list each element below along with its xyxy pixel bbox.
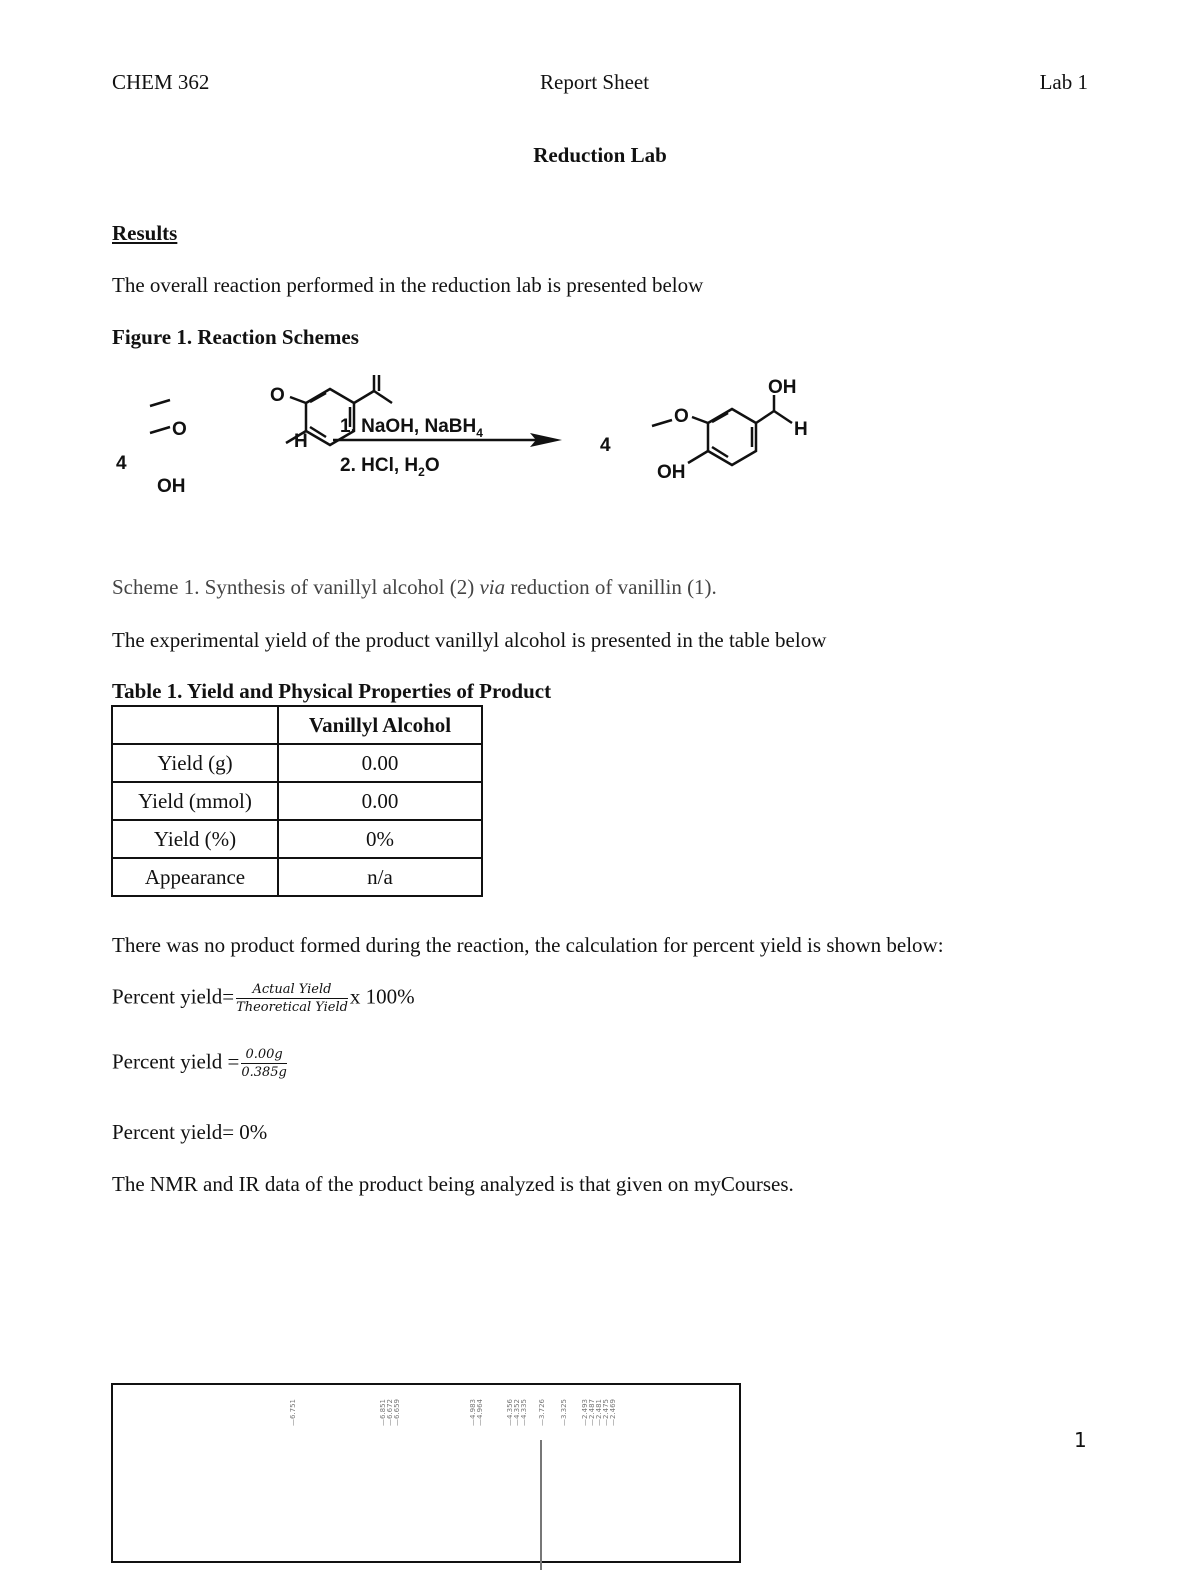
product-coefficient: 4 [600, 435, 611, 456]
nmr-peak-label: —6.672 [386, 1399, 394, 1427]
header-title: Report Sheet [540, 70, 650, 94]
nmr-peak-label: —4.356 [506, 1399, 514, 1427]
nmr-peak-label: —2.493 [581, 1399, 589, 1427]
document-title: Reduction Lab [533, 143, 667, 167]
table-title: Table 1. Yield and Physical Properties of Product [112, 679, 552, 703]
table-cell: Yield (g) [112, 744, 278, 782]
header-course: CHEM 362 [112, 70, 210, 94]
equation-rhs: x 100% [349, 984, 415, 1009]
table-header-row [112, 706, 482, 744]
atom-label: H [794, 419, 808, 440]
equation-result: Percent yield= 0% [112, 1120, 268, 1144]
yield-table [111, 705, 483, 897]
nmr-signal-line [540, 1440, 542, 1570]
reactant-coefficient: 4 [116, 453, 127, 474]
yield-intro: The experimental yield of the product vanillyl alcohol is presented in the table below [112, 628, 827, 652]
equation-values [112, 1047, 289, 1080]
nmr-spectrum [111, 1383, 741, 1563]
equation-lhs: Percent yield= [112, 984, 235, 1009]
reagent-step1: 1. NaOH, NaBH$_4$ [340, 416, 483, 440]
equation-numerator: Actual Yield [236, 982, 348, 999]
table-row [112, 744, 482, 782]
scheme-caption: Scheme 1. Synthesis of vanillyl alcohol (2) via reduction of vanillin (1). [112, 575, 717, 599]
nmr-peak-label: —6.751 [289, 1399, 297, 1427]
nmr-peak-label: —2.475 [602, 1399, 610, 1427]
equation-denominator: 0.385g [241, 1065, 287, 1080]
table-cell: Yield (mmol) [112, 782, 278, 820]
nmr-peak-label: —6.851 [379, 1399, 387, 1427]
reagent-step2: 2. HCl, $H_2O$ [340, 455, 440, 479]
no-product-text: There was no product formed during the reaction, the calculation for percent yield is shown below: [112, 933, 944, 957]
reaction-scheme [100, 365, 840, 515]
table-cell: 0% [278, 820, 482, 858]
atom-label: OH [157, 476, 186, 497]
table-cell: 0.00 [278, 744, 482, 782]
nmr-peak-label: —6.659 [393, 1399, 401, 1427]
table-header-cell [112, 706, 278, 744]
atom-label: OH [657, 462, 686, 483]
table-header-cell: Vanillyl Alcohol [278, 706, 482, 744]
nmr-peak-label: —3.726 [538, 1399, 546, 1427]
table-row [112, 858, 482, 896]
nmr-peak-label: —4.964 [476, 1399, 484, 1427]
nmr-note: The NMR and IR data of the product being analyzed is that given on myCourses. [112, 1172, 794, 1196]
table-cell: 0.00 [278, 782, 482, 820]
equation-percent-yield [112, 982, 415, 1015]
table-cell: n/a [278, 858, 482, 896]
equation-lhs: Percent yield = [112, 1049, 240, 1074]
atom-label: O [270, 385, 285, 406]
table-row [112, 820, 482, 858]
table-cell: Appearance [112, 858, 278, 896]
atom-label: OH [768, 377, 797, 398]
nmr-peak-label: —3.325 [560, 1399, 568, 1427]
page-number: 1 [1074, 1428, 1087, 1452]
nmr-peak-label: —2.487 [588, 1399, 596, 1427]
equation-numerator: 0.00g [241, 1047, 287, 1064]
nmr-peak-label: —4.352 [513, 1399, 521, 1427]
table-row [112, 782, 482, 820]
intro-paragraph: The overall reaction performed in the reduction lab is presented below [112, 273, 704, 297]
nmr-peak-label: —2.469 [609, 1399, 617, 1427]
atom-label: H [294, 431, 308, 452]
figure-title: Figure 1. Reaction Schemes [112, 325, 359, 349]
nmr-peak-label: —4.983 [469, 1399, 477, 1427]
results-heading: Results [112, 221, 178, 245]
nmr-peak-label: —4.335 [520, 1399, 528, 1427]
atom-label: O [674, 406, 689, 427]
nmr-peak-label: —2.481 [595, 1399, 603, 1427]
atom-label: O [172, 419, 187, 440]
equation-denominator: Theoretical Yield [236, 1000, 348, 1015]
table-cell: Yield (%) [112, 820, 278, 858]
header-lab: Lab 1 [1039, 70, 1088, 94]
